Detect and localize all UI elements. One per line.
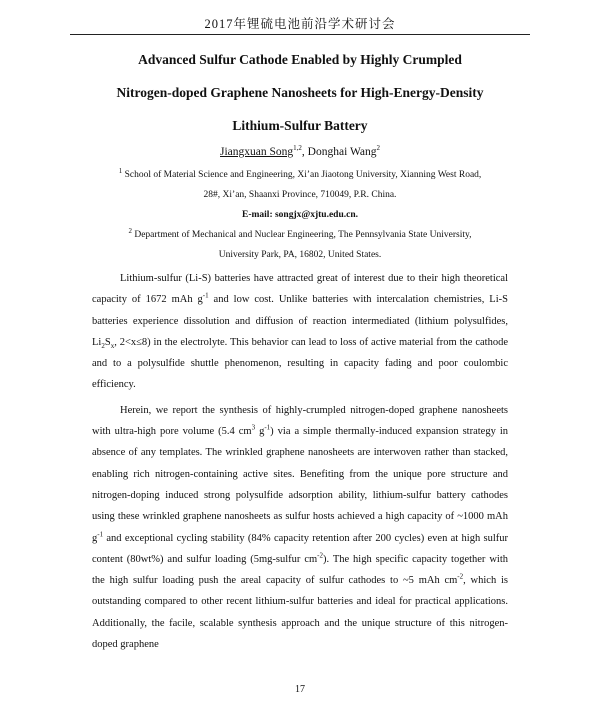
- title-line-2: Nitrogen-doped Graphene Nanosheets for High-Energy-Density: [116, 85, 484, 100]
- text-run: Herein, we report the synthesis of highly-crumpled nitrogen-doped graphene nanosheets with ultra-high pore volume (5.4 cm: [92, 404, 508, 438]
- title-line-1: Advanced Sulfur Cathode Enabled by Highly Crumpled: [138, 52, 462, 67]
- text-run: , 2<x≤8) in the electrolyte. This behavior can lead to loss of active material from the cathode and to a polysulfide shuttle phenomenon, resulting in capacity fading and poor coulombic efficiency.: [92, 336, 508, 391]
- text-run: , which is outstanding compared to other recent lithium-sulfur batteries and ideal for practical applications. Additionally, the facile, scalable synthesis approach and the unique structure of this nitrogen-doped graphene: [92, 575, 508, 651]
- text-run: and exceptional cycling stability (84% capacity retention after 200 cycles) even at high sulfur content (80wt%) and sulfur loading (5mg-sulfur cm: [92, 532, 508, 565]
- author-name: Jiangxuan Song: [220, 146, 294, 158]
- affiliation-1-line-2: 28#, Xi’an, Shaanxi Province, 710049, P.R. China.: [203, 190, 397, 200]
- paragraph-2: [92, 400, 508, 656]
- superscript: -1: [97, 530, 104, 539]
- email-label: E-mail:: [242, 210, 275, 220]
- superscript: -1: [202, 291, 209, 300]
- email-line: [0, 210, 600, 220]
- author-name: Donghai Wang: [307, 146, 377, 158]
- superscript: 3: [251, 423, 256, 432]
- author-list: [0, 146, 600, 158]
- text-run: Lithium-sulfur (Li-S) batteries have attracted great of interest due to their high theoretical capacity of 1672 mAh g: [92, 273, 508, 306]
- affiliation-text: School of Material Science and Engineering, Xi’an Jiaotong University, Xianning West Road,: [124, 170, 482, 180]
- text-run: g: [255, 426, 265, 438]
- text-run: ). The high specific capacity together with the high sulfur loading push the areal capacity of sulfur cathodes to ~5 mAh cm: [92, 553, 508, 587]
- affiliation-mark: 2: [128, 226, 132, 235]
- superscript: -2: [457, 572, 464, 581]
- superscript: -2: [317, 551, 323, 560]
- header-divider: [70, 34, 530, 35]
- abstract-body: [92, 268, 508, 655]
- subscript: x: [110, 341, 115, 350]
- author-affiliation-mark: 1,2: [293, 144, 302, 153]
- affiliation-mark: 1: [118, 166, 123, 175]
- text-run: S: [104, 336, 111, 348]
- text-run: ) via a simple thermally-induced expansion strategy in absence of any templates. The wrinkled graphene nanosheets are interwoven rather than stacked, enabling rich nitrogen-containing active sites. Benefiting from the unique pore structure and nitrogen-doping induced strong polysulfide adsorption ability, lithium-sulfur battery cathodes using these wrinkled graphene nanosheets as sulfur hosts achieved a high capacity of ~1000 mAh g: [92, 426, 508, 544]
- affiliation-2-line-2: University Park, PA, 16802, United States.: [218, 250, 382, 260]
- running-header: 2017年锂硫电池前沿学术研讨会: [204, 17, 396, 31]
- superscript: -1: [264, 423, 271, 432]
- title-line-3: Lithium-Sulfur Battery: [232, 118, 368, 133]
- paragraph-1: [92, 268, 508, 396]
- author-affiliation-mark: 2: [376, 144, 380, 153]
- affiliation-1-line-1: [0, 166, 600, 180]
- author-separator: ,: [301, 146, 308, 158]
- affiliation-2-line-1: [0, 226, 600, 240]
- affiliation-text: Department of Mechanical and Nuclear Engineering, The Pennsylvania State University,: [134, 230, 472, 240]
- text-run: and low cost. Unlike batteries with intercalation chemistries, Li-S batteries experience dissolution and diffusion of reaction intermediated (lithium polysulfides, Li: [92, 294, 508, 348]
- subscript: 2: [101, 341, 105, 350]
- page-number: 17: [295, 684, 305, 695]
- paper-title: [60, 50, 540, 149]
- email-address: songjx@xjtu.edu.cn.: [274, 210, 358, 220]
